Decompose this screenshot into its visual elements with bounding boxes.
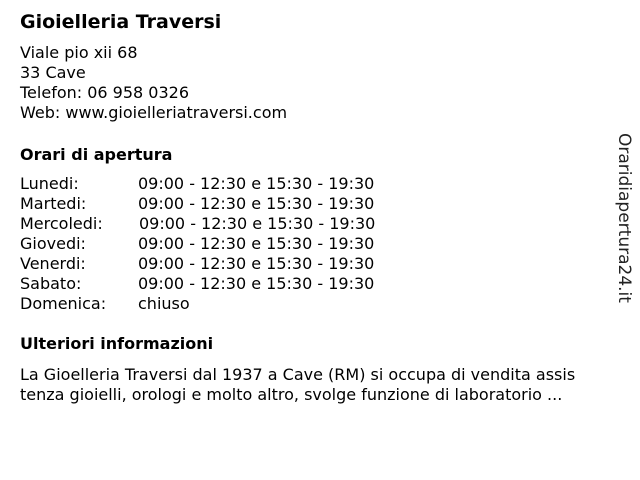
web-line: Web: www.gioielleriatraversi.com bbox=[20, 103, 288, 122]
info-heading: Ulteriori informazioni bbox=[20, 334, 214, 353]
hours-row-thursday bbox=[20, 234, 440, 254]
description-line-2: tenza gioielli, orologi e molto altro, svolge funzione di laboratorio ... bbox=[20, 385, 563, 404]
day-hours: chiuso bbox=[138, 294, 190, 313]
day-label: Venerdi: bbox=[20, 254, 86, 273]
business-name: Gioielleria Traversi bbox=[20, 11, 222, 33]
day-hours: 09:00 - 12:30 e 15:30 - 19:30 bbox=[138, 194, 375, 213]
day-hours: 09:00 - 12:30 e 15:30 - 19:30 bbox=[138, 254, 375, 273]
city-line: 33 Cave bbox=[20, 63, 86, 82]
hours-row-monday bbox=[20, 174, 440, 194]
hours-row-sunday bbox=[20, 294, 440, 314]
day-label: Lunedi: bbox=[20, 174, 79, 193]
hours-heading: Orari di apertura bbox=[20, 145, 173, 164]
day-label: Sabato: bbox=[20, 274, 82, 293]
street-address: Viale pio xii 68 bbox=[20, 43, 138, 62]
watermark-text: Oraridiapertura24.it bbox=[614, 133, 634, 303]
description-line-1: La Gioelleria Traversi dal 1937 a Cave (RM) si occupa di vendita assis bbox=[20, 365, 576, 384]
hours-row-tuesday bbox=[20, 194, 440, 214]
day-label: Martedi: bbox=[20, 194, 87, 213]
hours-row-friday bbox=[20, 254, 440, 274]
hours-table bbox=[20, 174, 440, 314]
day-hours: 09:00 - 12:30 e 15:30 - 19:30 bbox=[138, 234, 375, 253]
site-watermark bbox=[612, 133, 636, 311]
day-hours: 09:00 - 12:30 e 15:30 - 19:30 bbox=[138, 274, 375, 293]
address-block bbox=[20, 43, 287, 123]
hours-row-wednesday bbox=[20, 214, 440, 234]
day-hours: 09:00 - 12:30 e 15:30 - 19:30 bbox=[138, 174, 375, 193]
day-label: Mercoledi: bbox=[20, 214, 103, 233]
hours-row-saturday bbox=[20, 274, 440, 294]
phone-line: Telefon: 06 958 0326 bbox=[20, 83, 190, 102]
day-label: Domenica: bbox=[20, 294, 107, 313]
day-label: Giovedi: bbox=[20, 234, 86, 253]
description-text bbox=[20, 365, 620, 405]
day-hours: 09:00 - 12:30 e 15:30 - 19:30 bbox=[139, 214, 376, 233]
